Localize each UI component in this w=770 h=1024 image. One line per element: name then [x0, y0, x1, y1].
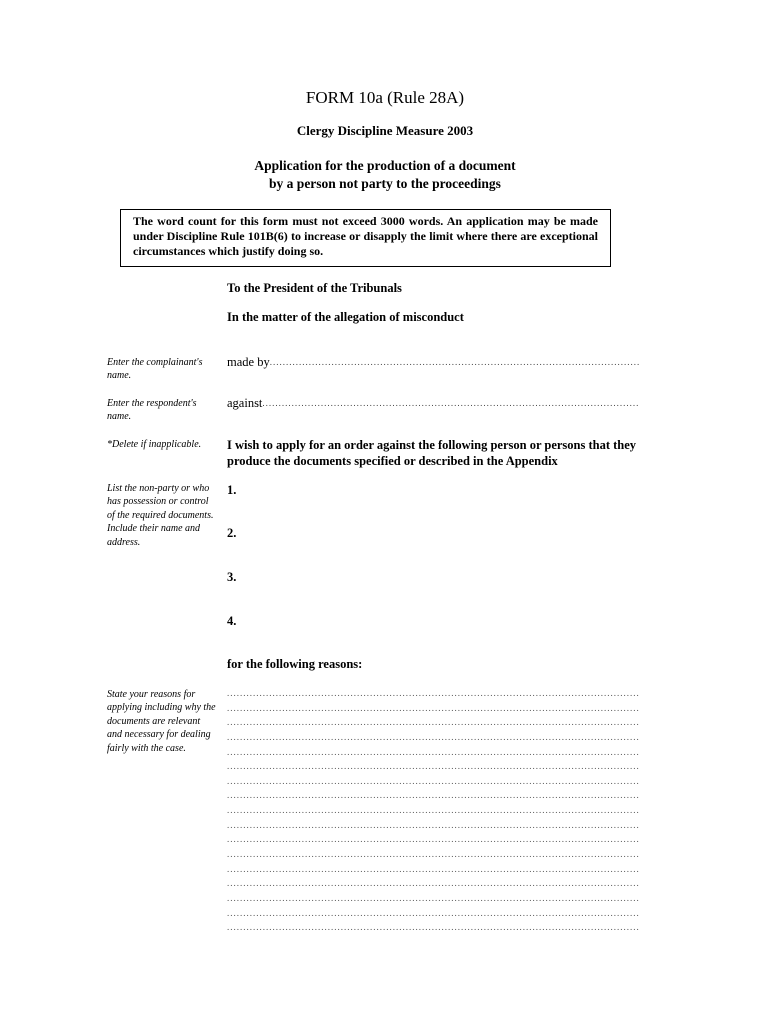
- against-field[interactable]: [227, 396, 639, 411]
- form-title: FORM 10a (Rule 28A): [305, 88, 465, 107]
- complainant-note: Enter the complainant's name.: [107, 357, 203, 382]
- reasons-dotted-line: [227, 774, 639, 789]
- application-title: [0, 157, 770, 193]
- matter-heading: In the matter of the allegation of misconduct: [227, 310, 464, 324]
- measure-title: Clergy Discipline Measure 2003: [296, 123, 474, 138]
- reasons-dotted-line: [227, 730, 639, 745]
- reasons-dotted-line: [227, 832, 639, 847]
- reasons-dotted-line: [227, 759, 639, 774]
- reasons-input-area[interactable]: [227, 686, 639, 935]
- reasons-dotted-line: [227, 906, 639, 921]
- non-party-item-4[interactable]: 4.: [227, 614, 237, 628]
- made-by-dotted-line: [270, 355, 639, 370]
- reasons-dotted-line: [227, 847, 639, 862]
- non-party-note: List the non-party or who has possession or control of the required documents. Include their name and address.: [107, 483, 214, 548]
- reasons-dotted-line: [227, 788, 639, 803]
- reasons-dotted-line: [227, 876, 639, 891]
- reasons-dotted-line: [227, 891, 639, 906]
- non-party-item-1[interactable]: 1.: [227, 483, 237, 497]
- non-party-item-3[interactable]: 3.: [227, 570, 237, 584]
- reasons-dotted-line: [227, 862, 639, 877]
- application-statement: I wish to apply for an order against the following person or persons that they produce the documents specified or described in the Appendix: [227, 438, 637, 468]
- reasons-dotted-line: [227, 686, 639, 701]
- reasons-dotted-line: [227, 818, 639, 833]
- reasons-heading: for the following reasons:: [227, 657, 363, 671]
- reasons-dotted-line: [227, 715, 639, 730]
- non-party-item-2[interactable]: 2.: [227, 526, 237, 540]
- respondent-note: Enter the respondent's name.: [107, 398, 197, 423]
- made-by-field[interactable]: [227, 355, 639, 370]
- made-by-label: made by: [227, 355, 270, 369]
- reasons-dotted-line: [227, 920, 639, 935]
- delete-note: *Delete if inapplicable.: [107, 439, 202, 450]
- against-dotted-line: [262, 396, 639, 411]
- against-label: against: [227, 396, 263, 410]
- word-count-notice: The word count for this form must not exceed 3000 words. An application may be made under Discipline Rule 101B(6) to increase or disapply the limit where there are exceptional circumstances which justify doing so.: [120, 209, 611, 267]
- reasons-note: State your reasons for applying including why the documents are relevant and necessary for dealing fairly with the case.: [107, 689, 216, 754]
- reasons-dotted-line: [227, 701, 639, 716]
- reasons-dotted-line: [227, 803, 639, 818]
- application-title-line-1: Application for the production of a document: [254, 158, 516, 173]
- application-title-line-2: by a person not party to the proceedings: [269, 176, 501, 191]
- addressee: To the President of the Tribunals: [227, 281, 402, 295]
- reasons-dotted-line: [227, 745, 639, 760]
